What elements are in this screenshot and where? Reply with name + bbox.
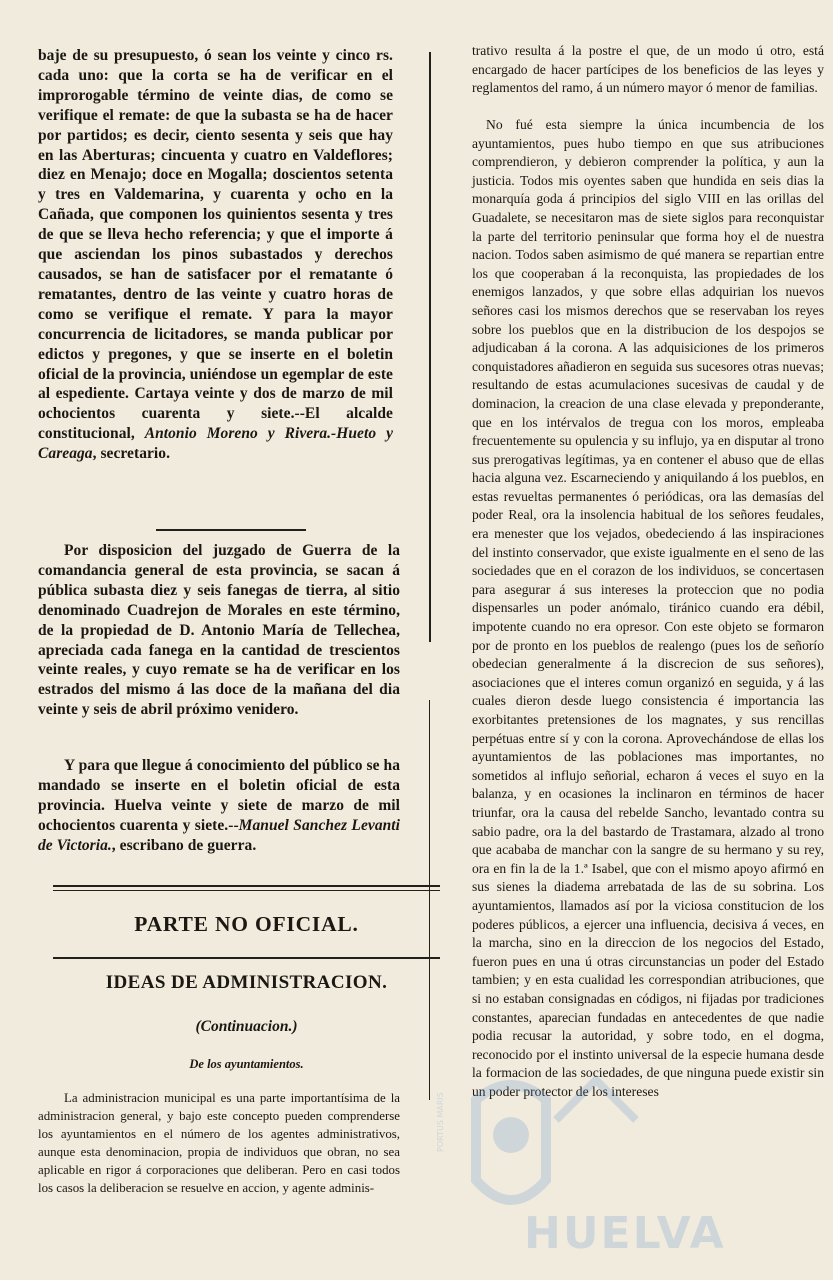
article-subheading: De los ayuntamientos. (189, 1057, 304, 1071)
notice-text: baje de su presupuesto, ó sean los veinte y cinco rs. cada uno: que la corta se ha de verificar en el improrogable término de veinte dias, de como se verifique el remate: de que la subasta se ha de hacer por partidos; es decir, ciento sesenta y seis que hay en las Aberturas; cincuenta y cuatro en Valdeflores; diez en Menajo; doce en Mogalla; doscientos setenta y tres en Valdemarina, y cuarenta y ocho en la Cañada, que componen los quinientos sesenta y tres de que se lleva hecho referencia; y que el importe á que asciendan los pinos subastados y derechos causados, se han de satisfacer por el rematante ó rematantes, dentro de las veinte y cuatro horas de como se verifique el remate. Y para la mayor concurrencia de licitadores, se manda publicar por edictos y pregones, y que se inserte en el boletin oficial de la provincia, uniéndose un egemplar de este al espediente. Cartaya veinte y dos de marzo de mil ochocientos cuarenta y siete.--El alcalde constitucional, (38, 47, 393, 443)
alcalde-signature: Antonio Moreno y Rivera.-Hueto y Careaga (38, 425, 393, 463)
column-divider-lower (429, 700, 430, 1100)
escribano-signature: Manuel Sanchez Levanti de Victoria. (38, 816, 400, 854)
section-heading: PARTE NO OFICIAL. (134, 912, 359, 936)
closing-text: Y para que llegue á conocimiento del público se ha mandado se inserte en el boletin oficial de esta provincia. Huelva veinte y siete de marzo de mil ochocientos cuarenta y siete.-- (38, 757, 400, 834)
article-paragraph-history: No fué esta siempre la única incumbencia de los ayuntamientos, pues hubo tiempo en que sus atribuciones comprendieron, y debieron comprender la política, y aun la justicia. Todos mis oyentes saben que hundida en seis dias la monarquía goda á principios del siglo VIII en las orillas del Guadalete, se necesitaron mas de siete siglos para reconquistar la parte del territorio peninsular que forma hoy el de nuestra nacion. Todos saben asimismo de qué manera se repartian entre los que cooperaban á la reconquista, las propiedades de los enemigos lanzados, y que sobre ellas adquirian los nuevos señores casi los mismos derechos que se reservaban los reyes sobre los pueblos que en la distribucion de los despojos se adjudicaban á la corona. A las adquisiciones de los primeros conquistadores añadieron en seguida sus sucesores otras nuevas; resultando de estas acumulaciones sucesivas de caudal y de dominacion, la creacion de una clase elevada y preponderante, que en los intérvalos de tregua con los moros, empleaba frecuentemente su opulencia y su influjo, ya en disputar al trono sus prerogativas legítimas, ya en contener el abuso que de ellas hacia alguna vez. Escarneciendo y aniquilando á los pueblos, en estas revueltas permanentes ó periódicas, ora las demasías del poder Real, ora la insolencia habitual de los señores feudales, era menester que los vejados, obedeciendo á las inspiraciones del instinto conservador, que existe igualmente en el seno de las sociedades que en el corazon de los individuos, se concertasen para asegurar á sus intereses la proteccion que no podia dispensarles un poder anómalo, tiránico cuando era débil, impotente cuando no era opresor. Con este objeto se formaron por de pronto en los pueblos de realengo (pues los de señorío obedecian generalmente á la discrecion de sus señores), asociaciones que el interes comun organizó en seguida, y á las cuales dieron desde luego consistencia é importancia las exorbitantes pretensiones de los magnates, y sus rencillas perpétuas entre sí y con la corona. Aprovechándose de ellas los ayuntamientos de las poblaciones mas importantes, no sometidos al influjo señorial, echaron á veces el suyo en la balanza, y en ocasiones la inclinaron en términos de hacer triunfar, ora la causa del rebelde Sancho, levantado contra su sabio padre, ora la del bastardo de Trastamara, alzado al trono que acababa de manchar con la sangre de su hermano y su rey, ora en fin la de la 1.ª Isabel, que con el mismo apoyo afirmó en sus sienes la diadema arrebatada de las de su sobrina. Los ayuntamientos, llamados así por la viciosa constitucion de los poderes públicos, a ejercer una influencia, decisiva á veces, en la marcha, sino en la direccion de los negocios del Estado, fueron pues en una ú otras circunstancias un poder del Estado tambien; y en esta cualidad les correspondian atribuciones, que si no estaban consignadas en códigos, ni fijadas por tradiciones constantes, aparecian fundadas en antecedentes de que nadie podia recusar la autoridad, y sobre todo, en el dogma, reconocido por el instinto universal de la especie humana desde la formacion de las sociedades, de que ninguna puede existir sin un poder protector de los intereses (472, 117, 824, 1099)
continuation-label: (Continuacion.) (195, 1018, 298, 1035)
section-rule-top (53, 885, 440, 887)
section-rule-top-thin (53, 890, 440, 891)
notice-text-end: , secretario. (92, 445, 171, 463)
auction-notice-pines (38, 46, 393, 464)
separator-rule (156, 529, 306, 531)
closing-text-end: , escribano de guerra. (111, 836, 257, 854)
column-divider (429, 52, 431, 642)
auction-notice-land-closing (38, 756, 400, 856)
article-paragraph: La administracion municipal es una parte importantísima de la administracion general, y bajo este concepto pueden comprenderse los ayuntamientos en el número de los agentes administrativos, aunque esta denominacion, propia de individuos que obran, no sea aplicable en rigor á corporaciones que deliberan. Pero en casi todos los casos la deliberacion se resuelve en accion, y agente adminis- (38, 1091, 400, 1196)
section-rule-bottom (53, 957, 440, 959)
auction-notice-land: Por disposicion del juzgado de Guerra de la comandancia general de esta provincia, se sacan á pública subasta diez y seis fanegas de tierra, al sitio denominado Cuadrejon de Morales en este término, de la propiedad de D. Antonio María de Tellechea, apreciada cada fanega en la cantidad de trescientos veinte reales, y cuyo remate se ha de verificar en los estrados del mismo á las doce de la mañana del dia veinte y seis de abril próximo venidero. (38, 542, 400, 719)
article-title: IDEAS DE ADMINISTRACION. (105, 972, 388, 993)
article-paragraph-continued: trativo resulta á la postre el que, de un modo ú otro, está encargado de hacer partícipes de los beneficios de las leyes y reglamentos del ramo, á un número mayor ó menor de familias. (472, 43, 824, 96)
watermark-side-text: PORTUS MARIS (436, 1092, 445, 1152)
watermark-text: HUELVA (524, 1208, 726, 1259)
